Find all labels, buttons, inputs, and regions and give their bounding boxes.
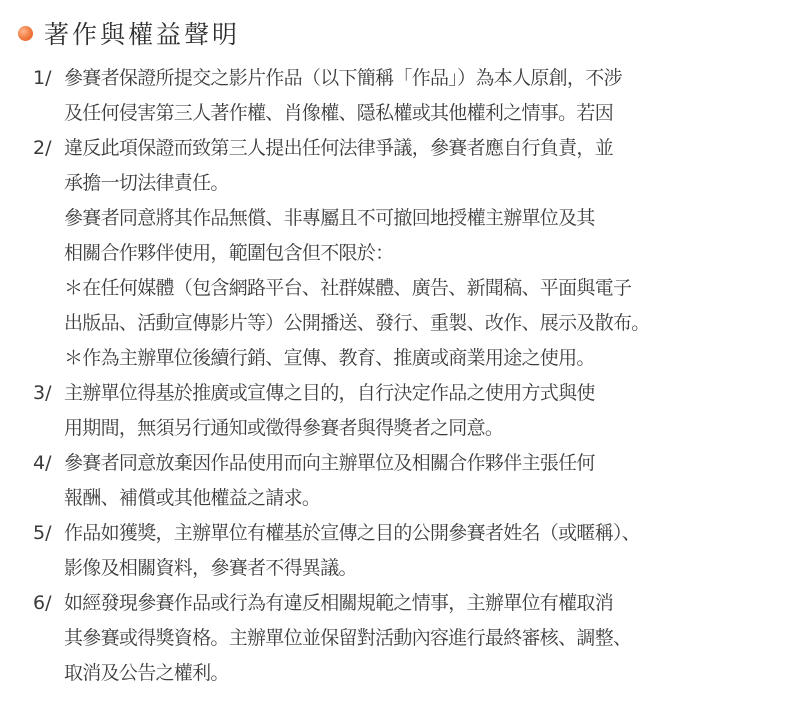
- item-text-line: 相關合作夥伴使用，範圍包含但不限於：: [64, 242, 394, 264]
- item-text-line: 用期間，無須另行通知或徵得參賽者與得獎者之同意。: [64, 417, 504, 439]
- item-text-line: 參賽者保證所提交之影片作品（以下簡稱「作品」）為本人原創，不涉: [64, 67, 622, 89]
- item-text-line: 及任何侵害第三人著作權、肖像權、隱私權或其他權利之情事。若因: [64, 102, 614, 124]
- item-text-line: 報酬、補償或其他權益之請求。: [64, 487, 321, 509]
- terms-item-2: [0, 131, 784, 376]
- item-text-line: ＊在任何媒體（包含網路平台、社群媒體、廣告、新聞稿、平面與電子: [64, 277, 632, 299]
- item-number: 1/: [33, 67, 52, 89]
- item-text-line: 參賽者同意將其作品無償、非專屬且不可撤回地授權主辦單位及其: [64, 207, 595, 229]
- page-title: 著作與權益聲明: [44, 20, 241, 49]
- item-text-line: 違反此項保證而致第三人提出任何法律爭議，參賽者應自行負責，並: [64, 137, 614, 159]
- item-text-line: 其參賽或得獎資格。主辦單位並保留對活動內容進行最終審核、調整、: [64, 627, 632, 649]
- item-text-line: 出版品、活動宣傳影片等）公開播送、發行、重製、改作、展示及散布。: [64, 312, 650, 334]
- item-number: 2/: [33, 137, 52, 159]
- terms-item-6: [0, 586, 784, 691]
- terms-list: [0, 61, 800, 691]
- item-text-line: 參賽者同意放棄因作品使用而向主辦單位及相關合作夥伴主張任何: [64, 452, 595, 474]
- item-text-line: 如經發現參賽作品或行為有違反相關規範之情事，主辦單位有權取消: [64, 592, 614, 614]
- section-header: [18, 16, 240, 50]
- item-text-line: ＊作為主辦單位後續行銷、宣傳、教育、推廣或商業用途之使用。: [64, 347, 595, 369]
- item-text-line: 承擔一切法律責任。: [64, 172, 229, 194]
- terms-item-1: [0, 61, 784, 131]
- item-text-line: 主辦單位得基於推廣或宣傳之目的，自行決定作品之使用方式與使: [64, 382, 595, 404]
- terms-item-3: [0, 376, 784, 446]
- item-text-line: 作品如獲獎，主辦單位有權基於宣傳之目的公開參賽者姓名（或暱稱）、: [64, 522, 641, 544]
- orange-dot-icon: [18, 26, 33, 41]
- item-text-line: 取消及公告之權利。: [64, 662, 229, 684]
- item-text-line: 影像及相關資料，參賽者不得異議。: [64, 557, 357, 579]
- item-number: 6/: [33, 592, 52, 614]
- item-number: 4/: [33, 452, 52, 474]
- item-number: 3/: [33, 382, 52, 404]
- terms-item-5: [0, 516, 784, 586]
- terms-item-4: [0, 446, 784, 516]
- item-number: 5/: [33, 522, 52, 544]
